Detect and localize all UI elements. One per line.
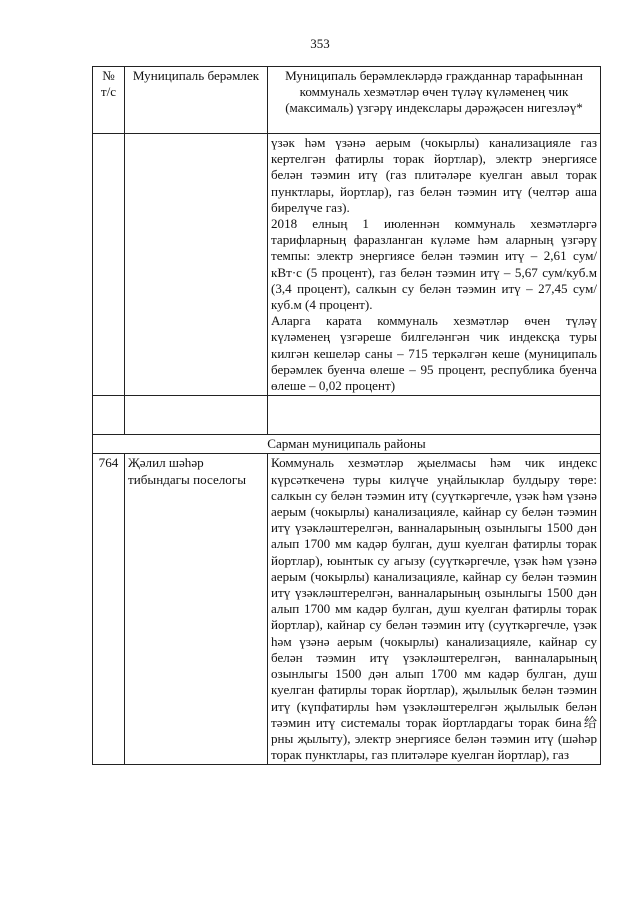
- row-number: [93, 134, 125, 396]
- table-row-empty: [93, 396, 601, 435]
- row-description: Коммуналь хезмәтләр җыелмасы һәм чик индекс күрсәткеченә туры килүче уңайлыклар булдыру төре: салкын су белән тәэмин итү (суүткәргечле, үзәк һәм үзәнә аерым (чокырлы) канализацияле, кайнар су белән тәэмин итү үзәкләштерелгән, ванналарының озынлыгы 1500 дән алып 1700 мм кадәр булган, душ куелган фатирлы торак йортлар), юынтык су агызу (суүткәргечле, үзәк һәм үзәнә аерым (чокырлы) канализацияле, кайнар су белән тәэмин итү үзәкләштерелгән, ванналарының озынлыгы 1500 дән алып 1700 мм кадәр булган, душ куелган фатирлы торак йортлар), кайнар су белән тәэмин итү (суүткәргечле, үзәк һәм үзәнә аерым (чокырлы) канализацияле, кайнар су белән тәэмин итү үзәкләштерелгән, ванналарының озынлыгы 1500 дән алып 1700 мм кадәр булган, душ куелган фатирлы торак йортлар), җылылык белән тәэмин итү (күпфатирлы һәм үзәкләштерелгән җылылык белән тәэмин итү системалы торак йортлардагы торак бина给рны җылыту), электр энергиясе белән тәэмин итү (шәһәр торак пунктлары, газ плитәләре куелган йортлар), газ: [268, 454, 601, 765]
- paragraph: Аларга карата коммуналь хезмәтләр өчен түләү күләменең үзгәреше билгеләнгән чик индексқа туры килгән кешеләр саны – 715 теркәлгән кеше (муниципаль берәмлек буенча өлеше – 95 процент, республика буенча өлеше – 0,02 процент): [271, 313, 597, 394]
- table-row: [93, 454, 601, 765]
- table-row: [93, 134, 601, 396]
- page-number: 353: [310, 36, 330, 51]
- section-title: Сарман муниципаль районы: [93, 435, 601, 454]
- header-municipality: Муниципаль берәмлек: [125, 67, 268, 134]
- row-municipality: Җәлил шәһәр тибындагы поселогы: [125, 454, 268, 765]
- table-header-row: [93, 67, 601, 134]
- header-number: № т/с: [93, 67, 125, 134]
- section-row: [93, 435, 601, 454]
- header-index: Муниципаль берәмлекләрдә гражданнар тарафыннан коммуналь хезмәтләр өчен түләү күләменең чик (максималь) үзгәрү индекслары дәрәҗәсен нигезләү*: [268, 67, 601, 134]
- index-table: [92, 66, 601, 765]
- paragraph: үзәк һәм үзәнә аерым (чокырлы) канализацияле газ кертелгән фатирлы торак йортлар), электр энергиясе белән тәэмин итү (газ плитәләре куелган авыл торак пунктлары, йортлар), газ белән тәэмин итү (челтәр аша бирелүче газ).: [271, 135, 597, 215]
- paragraph: 2018 елның 1 июленнән коммуналь хезмәтләргә тарифларның фаразланган күләме һәм аларның үзгәрү темпы: электр энергиясе белән тәэмин итү – 2,61 сум/кВт·с (5 процент), газ белән тәэмин итү – 5,67 сум/куб.м (3,4 процент), салкын су белән тәэмин итү – 27,45 сум/куб.м (4 процент).: [271, 216, 597, 313]
- row-number: 764: [93, 454, 125, 765]
- row-municipality: [125, 134, 268, 396]
- row-description: [268, 134, 601, 396]
